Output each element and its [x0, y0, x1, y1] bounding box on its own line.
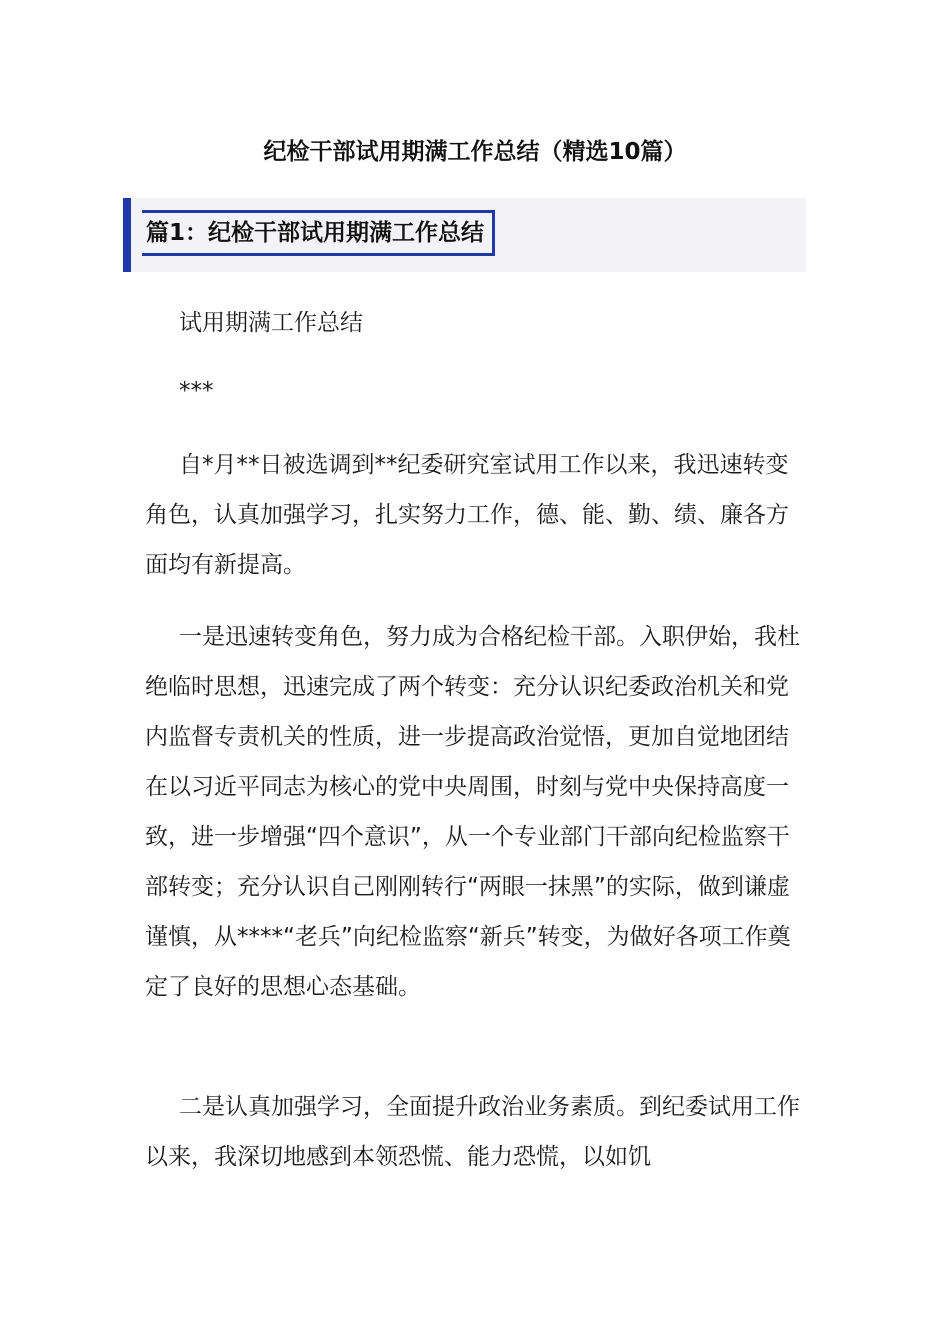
section-heading: 篇1：纪检干部试用期满工作总结 [142, 210, 495, 256]
document-title: 纪检干部试用期满工作总结（精选10篇） [263, 139, 687, 165]
paragraph-point-two: 二是认真加强学习，全面提升政治业务素质。到纪委试用工作以来，我深切地感到本领恐慌、能力恐慌，以如饥 [145, 1094, 800, 1170]
paragraph-intro: 自*月**日被选调到**纪委研究室试用工作以来，我迅速转变角色，认真加强学习，扎实努力工作，德、能、勤、绩、廉各方面均有新提高。 [145, 452, 789, 578]
author-placeholder: *** [179, 378, 214, 404]
subtitle-text: 试用期满工作总结 [179, 310, 363, 336]
paragraph-point-one: 一是迅速转变角色，努力成为合格纪检干部。入职伊始，我杜绝临时思想，迅速完成了两个转变：充分认识纪委政治机关和党内监督专责机关的性质，进一步提高政治觉悟，更加自觉地团结在以习近平同志为核心的党中央周围，时刻与党中央保持高度一致，进一步增强“四个意识”，从一个专业部门干部向纪检监察干部转变；充分认识自己刚刚转行“两眼一抹黑”的实际，做到谦虚谨慎，从****“老兵”向纪检监察“新兵”转变，为做好各项工作奠定了良好的思想心态基础。 [145, 624, 800, 1000]
